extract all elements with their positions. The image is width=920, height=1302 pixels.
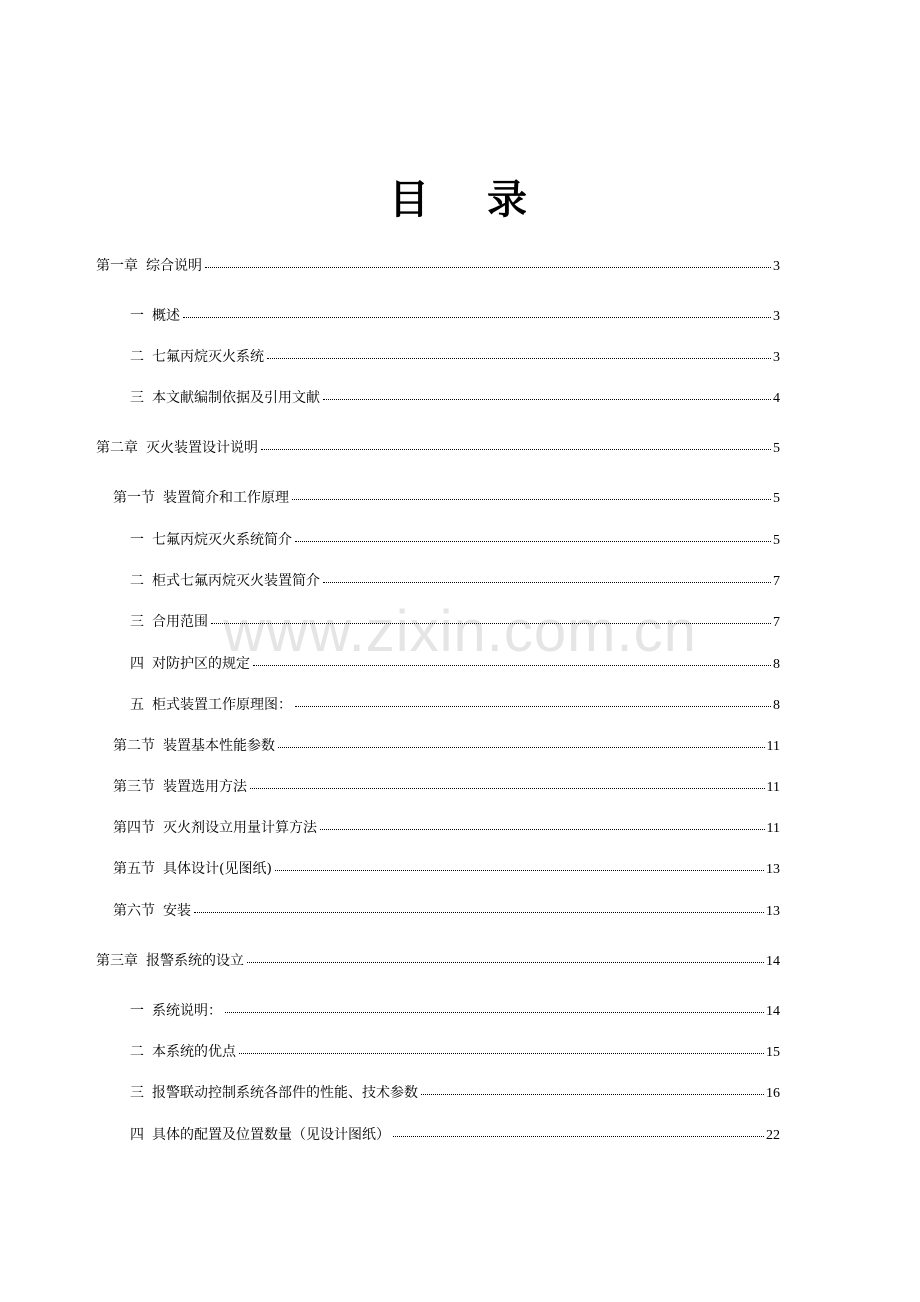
toc-entry-3-3[interactable]	[130, 1083, 780, 1104]
toc-entry-label: 报警联动控制系统各部件的性能、技术参数	[152, 1085, 418, 1101]
toc-entry-number: 第二节	[113, 738, 155, 754]
dot-leader	[261, 448, 771, 450]
toc-entry-number: 三	[130, 614, 144, 630]
toc-entry-label: 综合说明	[146, 258, 202, 274]
toc-entry-page: 5	[773, 491, 780, 506]
toc-entry-page: 14	[766, 954, 780, 969]
toc-entry-number: 二	[130, 1044, 144, 1060]
toc-entry-page: 4	[773, 391, 780, 406]
toc-entry-page: 14	[766, 1004, 780, 1019]
toc-entry-label: 具体的配置及位置数量（见设计图纸）	[152, 1127, 390, 1143]
dot-leader	[225, 1011, 764, 1013]
toc-entry-section-2-4[interactable]	[113, 818, 780, 839]
toc-entry-1-1[interactable]	[130, 306, 780, 327]
toc-entry-label: 装置简介和工作原理	[163, 490, 289, 506]
toc-entry-page: 7	[773, 615, 780, 630]
toc-entry-2-1-2[interactable]	[130, 571, 780, 592]
toc-entry-number: 第二章	[96, 440, 138, 456]
toc-entry-number: 第三节	[113, 779, 155, 795]
toc-entry-3-4[interactable]	[130, 1125, 780, 1146]
toc-entry-page: 13	[766, 862, 780, 877]
dot-leader	[393, 1135, 764, 1137]
dot-leader	[323, 398, 771, 400]
toc-entry-label: 安装	[163, 903, 191, 919]
toc-entry-chapter-1[interactable]	[96, 256, 780, 277]
toc-entry-section-2-3[interactable]	[113, 777, 780, 798]
toc-entry-label: 对防护区的规定	[152, 656, 250, 672]
toc-entry-number: 一	[130, 532, 144, 548]
toc-entry-number: 二	[130, 349, 144, 365]
dot-leader	[292, 498, 771, 500]
toc-entry-label: 七氟丙烷灭火系统简介	[152, 532, 292, 548]
toc-entry-number: 四	[130, 1127, 144, 1143]
dot-leader	[253, 664, 771, 666]
toc-entry-number: 第五节	[113, 861, 155, 877]
toc-entry-label: 装置选用方法	[163, 779, 247, 795]
toc-entry-2-1-1[interactable]	[130, 530, 780, 551]
toc-entry-number: 五	[130, 697, 144, 713]
dot-leader	[250, 787, 765, 789]
toc-entry-label: 灭火装置设计说明	[146, 440, 258, 456]
toc-entry-number: 二	[130, 573, 144, 589]
dot-leader	[295, 705, 771, 707]
toc-entry-label: 柜式七氟丙烷灭火装置简介	[152, 573, 320, 589]
dot-leader	[247, 961, 764, 963]
toc-entry-number: 三	[130, 1085, 144, 1101]
toc-entry-label: 报警系统的设立	[146, 953, 244, 969]
toc-entry-label: 本文献编制依据及引用文献	[152, 390, 320, 406]
toc-entry-page: 3	[773, 259, 780, 274]
toc-entry-2-1-3[interactable]	[130, 612, 780, 633]
dot-leader	[205, 266, 771, 268]
toc-entry-number: 第六节	[113, 903, 155, 919]
toc-entry-page: 3	[773, 350, 780, 365]
toc-entry-1-2[interactable]	[130, 347, 780, 368]
toc-entry-page: 11	[766, 739, 780, 754]
toc-entry-number: 一	[130, 308, 144, 324]
dot-leader	[295, 540, 771, 542]
dot-leader	[275, 869, 764, 871]
toc-entry-number: 四	[130, 656, 144, 672]
page-title: 目 录	[389, 177, 549, 223]
toc-entry-label: 具体设计(见图纸)	[163, 861, 272, 877]
toc-entry-section-2-6[interactable]	[113, 901, 780, 922]
watermark: www.zixin.com.cn	[223, 599, 697, 664]
toc-entry-label: 七氟丙烷灭火系统	[152, 349, 264, 365]
toc-entry-page: 8	[773, 698, 780, 713]
dot-leader	[421, 1093, 764, 1095]
toc-entry-label: 合用范围	[152, 614, 208, 630]
toc-entry-page: 5	[773, 533, 780, 548]
toc-entry-page: 16	[766, 1086, 780, 1101]
toc-entry-number: 第一节	[113, 490, 155, 506]
dot-leader	[194, 911, 764, 913]
toc-entry-section-2-1[interactable]	[113, 488, 780, 509]
toc-entry-section-2-5[interactable]	[113, 859, 780, 880]
toc-entry-3-2[interactable]	[130, 1042, 780, 1063]
toc-entry-label: 本系统的优点	[152, 1044, 236, 1060]
toc-entry-number: 一	[130, 1003, 144, 1019]
toc-entry-page: 7	[773, 574, 780, 589]
toc-entry-section-2-2[interactable]	[113, 736, 780, 757]
toc-entry-label: 系统说明：	[152, 1003, 222, 1019]
dot-leader	[323, 581, 771, 583]
dot-leader	[239, 1052, 764, 1054]
toc-entry-label: 灭火剂设立用量计算方法	[163, 820, 317, 836]
toc-entry-page: 22	[766, 1128, 780, 1143]
dot-leader	[183, 316, 771, 318]
toc-entry-page: 5	[773, 441, 780, 456]
toc-entry-3-1[interactable]	[130, 1001, 780, 1022]
dot-leader	[211, 622, 771, 624]
toc-entry-page: 13	[766, 904, 780, 919]
dot-leader	[320, 828, 765, 830]
toc-entry-number: 三	[130, 390, 144, 406]
dot-leader	[278, 746, 765, 748]
toc-entry-page: 15	[766, 1045, 780, 1060]
toc-entry-label: 柜式装置工作原理图：	[152, 697, 292, 713]
toc-entry-number: 第一章	[96, 258, 138, 274]
toc-entry-page: 11	[766, 821, 780, 836]
toc-entry-page: 3	[773, 309, 780, 324]
toc-entry-2-1-5[interactable]	[130, 695, 780, 716]
toc-entry-number: 第四节	[113, 820, 155, 836]
toc-entry-2-1-4[interactable]	[130, 654, 780, 675]
toc-entry-chapter-2[interactable]	[96, 438, 780, 459]
toc-entry-1-3[interactable]	[130, 388, 780, 409]
toc-entry-label: 概述	[152, 308, 180, 324]
toc-entry-number: 第三章	[96, 953, 138, 969]
toc-entry-page: 8	[773, 657, 780, 672]
toc-entry-page: 11	[766, 780, 780, 795]
toc-entry-chapter-3[interactable]	[96, 951, 780, 972]
toc-entry-label: 装置基本性能参数	[163, 738, 275, 754]
dot-leader	[267, 357, 771, 359]
